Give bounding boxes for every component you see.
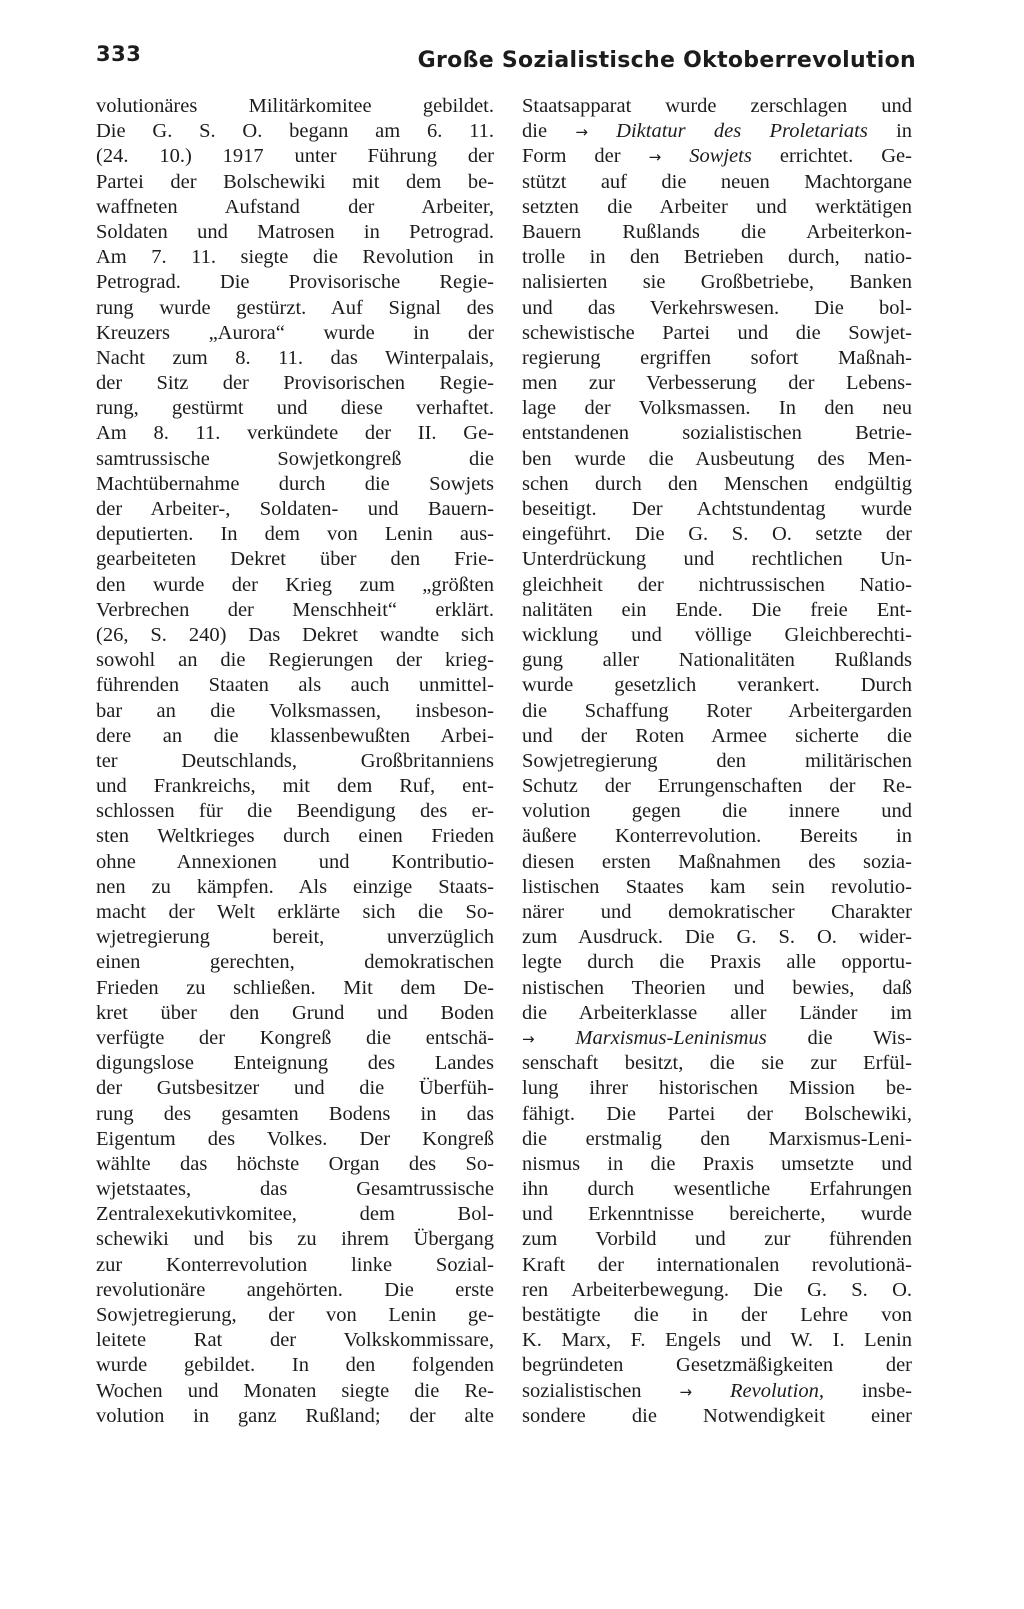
text-line: ben wurde die Ausbeutung des Men- [522, 447, 912, 470]
text-line: eingeführt. Die G. S. O. setzte der [522, 523, 912, 546]
text-line: lage der Volksmassen. In den neu [522, 397, 912, 420]
text-line: legte durch die Praxis alle opportu- [522, 951, 912, 974]
text-line: der Arbeiter-, Soldaten- und Bauern- [96, 498, 494, 520]
text-line: rung wurde gestürzt. Auf Signal des [96, 296, 494, 319]
text-line: volution in ganz Rußland; der alte [96, 1404, 494, 1427]
text-line: und Erkenntnisse bereicherte, wurde [522, 1203, 912, 1226]
text-line: nismus in die Praxis umsetzte und [522, 1152, 912, 1175]
text-line: regierung ergriffen sofort Maßnah- [522, 346, 912, 369]
text-line: zum Ausdruck. Die G. S. O. wider- [522, 926, 912, 949]
text-line: K. Marx, F. Engels und W. I. Lenin [522, 1329, 912, 1352]
cross-reference-arrow-icon: → [648, 148, 662, 167]
text-line: zum Vorbild und zur führenden [522, 1228, 912, 1251]
text-line: beseitigt. Der Achtstundentag wurde [522, 498, 912, 520]
text-line: samtrussische Sowjetkongreß die [96, 447, 494, 470]
text-line: äußere Konterrevolution. Bereits in [522, 825, 912, 848]
text-line: Wochen und Monaten siegte die Re- [96, 1379, 494, 1402]
text-line: sondere die Notwendigkeit einer [522, 1404, 912, 1427]
text-line: und das Verkehrswesen. Die bol- [522, 296, 912, 319]
text-line: men zur Verbesserung der Lebens- [522, 372, 912, 395]
text-line: die Schaffung Roter Arbeitergarden [522, 699, 912, 722]
text-line: kret über den Grund und Boden [96, 1001, 494, 1024]
text-line: revolutionäre angehörten. Die erste [96, 1278, 494, 1301]
text-line: zur Konterrevolution linke Sozial- [96, 1253, 494, 1276]
text-line: lung ihrer historischen Mission be- [522, 1077, 912, 1100]
text-line: deputierten. In dem von Lenin aus- [96, 523, 494, 546]
text-line: närer und demokratischer Charakter [522, 901, 912, 923]
text-line: schlossen für die Beendigung des er- [96, 800, 494, 823]
text-line: der Gutsbesitzer und die Überfüh- [96, 1077, 494, 1100]
text-line: die erstmalig den Marxismus-Leni- [522, 1127, 912, 1150]
text-line: einen gerechten, demokratischen [96, 951, 494, 974]
text-line: und Frankreichs, mit dem Ruf, ent- [96, 775, 494, 798]
text-line: dere an die klassenbewußten Arbei- [96, 724, 494, 747]
text-line: trolle in den Betrieben durch, natio- [522, 246, 912, 269]
text-line: wurde gebildet. In den folgenden [96, 1354, 494, 1377]
cross-reference-link[interactable]: Marxismus-Leninismus [575, 1026, 767, 1049]
text-line: digungslose Enteignung des Landes [96, 1052, 494, 1075]
text-line: Bauern Rußlands die Arbeiterkon- [522, 220, 912, 243]
text-line: Eigentum des Volkes. Der Kongreß [96, 1127, 494, 1150]
text-line: Kreuzers „Aurora“ wurde in der [96, 321, 494, 344]
cross-reference-link[interactable]: Diktatur des Proletariats [616, 120, 868, 143]
text-block [522, 170, 912, 1026]
text-line: Zentralexekutivkomitee, dem Bol- [96, 1203, 494, 1226]
text-line: Die G. S. O. begann am 6. 11. [96, 120, 494, 143]
text-line: Sowjetregierung, der von Lenin ge- [96, 1304, 494, 1326]
text-line: schen durch den Menschen endgültig [522, 472, 912, 495]
text-line: ter Deutschlands, Großbritanniens [96, 749, 494, 772]
cross-reference-arrow-icon: → [575, 123, 588, 142]
cross-reference-link[interactable]: Sowjets [689, 145, 752, 168]
text-line: Partei der Bolschewiki mit dem be- [96, 170, 494, 193]
text-line: Soldaten und Matrosen in Petrograd. [96, 220, 494, 243]
text-line: (26, S. 240) Das Dekret wandte sich [96, 623, 494, 646]
text-line: (24. 10.) 1917 unter Führung der [96, 145, 494, 168]
text-line: schewistische Partei und die Sowjet- [522, 321, 912, 344]
text-line: verfügte der Kongreß die entschä- [96, 1026, 494, 1049]
text-line: setzten die Arbeiter und werktätigen [522, 195, 912, 218]
text-line: den wurde der Krieg zum „größten [96, 573, 494, 596]
text-line: Am 8. 11. verkündete der II. Ge- [96, 422, 494, 445]
text-line: → Marxismus-Leninismus die Wis- [522, 1026, 912, 1049]
text-line: wählte das höchste Organ des So- [96, 1152, 494, 1175]
text-line: volutionäres Militärkomitee gebildet. [96, 95, 494, 117]
text-line: rung des gesamten Bodens in das [96, 1102, 494, 1125]
text-line: Verbrechen der Menschheit“ erklärt. [96, 598, 494, 621]
text-line: stützt auf die neuen Machtorgane [522, 170, 912, 193]
text-line: Kraft der internationalen revolutionä- [522, 1253, 912, 1276]
text-line: schewiki und bis zu ihrem Übergang [96, 1228, 494, 1251]
text-line: nalitäten ein Ende. Die freie Ent- [522, 598, 912, 621]
text-line: Am 7. 11. siegte die Revolution in [96, 246, 494, 269]
text-line: Sowjetregierung den militärischen [522, 749, 912, 772]
text-line: die → Diktatur des Proletariats in [522, 120, 912, 143]
right-text-column [522, 94, 912, 1429]
text-line: senschaft besitzt, die sie zur Erfül- [522, 1052, 912, 1075]
text-line: Petrograd. Die Provisorische Regie- [96, 271, 494, 294]
cross-reference-arrow-icon: → [522, 1029, 535, 1048]
text-line: Schutz der Errungenschaften der Re- [522, 775, 912, 798]
text-line: Form der → Sowjets errichtet. Ge- [522, 145, 912, 168]
text-line: Machtübernahme durch die Sowjets [96, 472, 494, 495]
text-line: nen zu kämpfen. Als einzige Staats- [96, 875, 494, 898]
text-line: sozialistischen → Revolution, insbe- [522, 1379, 912, 1402]
text-line: nistischen Theorien und bewies, daß [522, 976, 912, 999]
text-line: sten Weltkrieges durch einen Frieden [96, 825, 494, 848]
text-line: ihn durch wesentliche Erfahrungen [522, 1178, 912, 1201]
text-line: gleichheit der nichtrussischen Natio- [522, 573, 912, 596]
text-line: bestätigte die in der Lehre von [522, 1304, 912, 1326]
cross-reference-arrow-icon: → [679, 1382, 693, 1401]
cross-reference-link[interactable]: Revolution, [730, 1379, 824, 1402]
text-line: wjetstaates, das Gesamtrussische [96, 1178, 494, 1201]
text-line: macht der Welt erklärte sich die So- [96, 901, 494, 923]
text-line: diesen ersten Maßnahmen des sozia- [522, 850, 912, 873]
text-line: der Sitz der Provisorischen Regie- [96, 372, 494, 395]
text-line: volution gegen die innere und [522, 800, 912, 823]
text-block [522, 1051, 912, 1378]
text-line: begründeten Gesetzmäßigkeiten der [522, 1354, 912, 1377]
text-line: leitete Rat der Volkskommissare, [96, 1329, 494, 1352]
text-line: bar an die Volksmassen, insbeson- [96, 699, 494, 722]
text-line: ohne Annexionen und Kontributio- [96, 850, 494, 873]
text-line: wjetregierung bereit, unverzüglich [96, 926, 494, 949]
text-line: sowohl an die Regierungen der krieg- [96, 649, 494, 672]
text-line: ren Arbeiterbewegung. Die G. S. O. [522, 1278, 912, 1301]
text-line: wurde gesetzlich verankert. Durch [522, 674, 912, 697]
left-text-column [96, 94, 494, 1429]
text-line: wicklung und völlige Gleichberechti- [522, 623, 912, 646]
text-line: nalisierten sie Großbetriebe, Banken [522, 271, 912, 294]
text-line: Frieden zu schließen. Mit dem De- [96, 976, 494, 999]
text-line: listischen Staates kam sein revolutio- [522, 875, 912, 898]
text-line: gung aller Nationalitäten Rußlands [522, 649, 912, 672]
page-number: 333 [96, 42, 142, 66]
text-line: Unterdrückung und rechtlichen Un- [522, 548, 912, 571]
text-line: führenden Staaten als auch unmittel- [96, 674, 494, 697]
text-line: fähigt. Die Partei der Bolschewiki, [522, 1102, 912, 1125]
text-line: entstandenen sozialistischen Betrie- [522, 422, 912, 445]
text-line: die Arbeiterklasse aller Länder im [522, 1001, 912, 1024]
text-line: Staatsapparat wurde zerschlagen und [522, 95, 912, 117]
text-line: und der Roten Armee sicherte die [522, 724, 912, 747]
text-line: Nacht zum 8. 11. das Winterpalais, [96, 346, 494, 369]
running-title: Große Sozialistische Oktoberrevolution [417, 48, 916, 73]
text-line: waffneten Aufstand der Arbeiter, [96, 195, 494, 218]
text-line: gearbeiteten Dekret über den Frie- [96, 548, 494, 571]
text-line: rung, gestürmt und diese verhaftet. [96, 397, 494, 420]
